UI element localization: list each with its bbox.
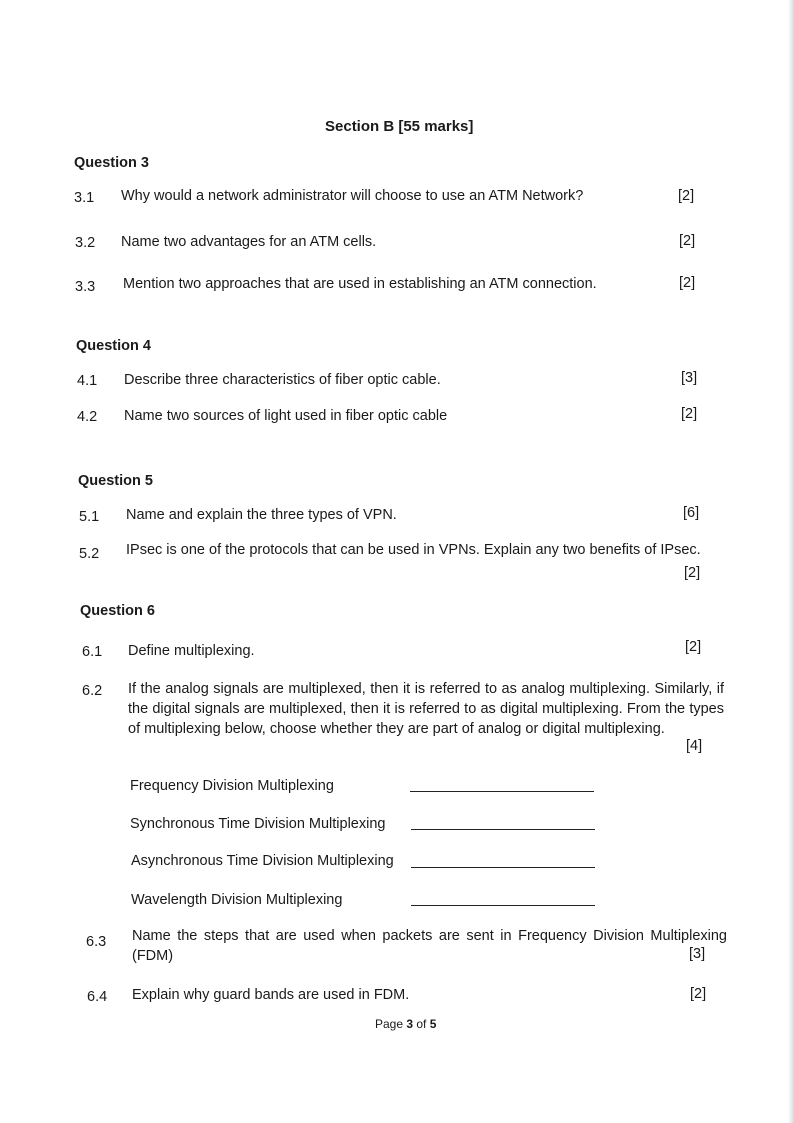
question-marks: [2] xyxy=(679,275,696,291)
question-text: If the analog signals are multiplexed, then it is referred to as analog multiplexing. Similarly, if the digital signals are multiplexed, then it is referred to as digital multiplexing. From the types of multiplexing below, choose whether they are part of analog or digital multiplexing. xyxy=(128,681,724,737)
question-number: 6.3 xyxy=(86,934,107,950)
question-text: Why would a network administrator will choose to use an ATM Network? xyxy=(121,188,584,204)
question-marks: [6] xyxy=(683,505,700,521)
question-marks: [3] xyxy=(689,946,706,962)
question-number: 6.1 xyxy=(82,644,103,660)
question-marks: [2] xyxy=(690,986,707,1002)
question-text: IPsec is one of the protocols that can be used in VPNs. Explain any two benefits of IPsec. xyxy=(126,542,701,558)
multiplexing-type-label: Frequency Division Multiplexing xyxy=(130,778,334,794)
question-number: 6.4 xyxy=(87,989,108,1005)
page-footer xyxy=(375,1017,436,1031)
question-marks: [2] xyxy=(685,639,702,655)
question-number: 4.2 xyxy=(77,409,98,425)
answer-blank-line[interactable] xyxy=(410,791,594,792)
question-5-heading: Question 5 xyxy=(78,473,153,489)
question-number: 5.2 xyxy=(79,546,100,562)
question-text: Name and explain the three types of VPN. xyxy=(126,507,397,523)
question-number: 6.2 xyxy=(82,683,103,699)
question-marks: [2] xyxy=(681,406,698,422)
question-4-heading: Question 4 xyxy=(76,338,151,354)
multiplexing-type-label: Synchronous Time Division Multiplexing xyxy=(130,816,386,832)
footer-middle: of xyxy=(413,1017,430,1031)
question-text: Name two sources of light used in fiber optic cable xyxy=(124,408,448,424)
question-number: 3.1 xyxy=(74,190,95,206)
footer-total-pages: 5 xyxy=(429,1017,437,1031)
answer-blank-line[interactable] xyxy=(411,867,595,868)
page-edge-shadow xyxy=(788,0,794,1123)
question-marks: [4] xyxy=(686,738,703,754)
section-title: Section B [55 marks] xyxy=(325,118,474,135)
question-number: 5.1 xyxy=(79,509,100,525)
question-text: Define multiplexing. xyxy=(128,643,255,659)
footer-prefix: Page xyxy=(375,1017,407,1031)
question-marks: [3] xyxy=(681,370,698,386)
question-6-heading: Question 6 xyxy=(80,603,155,619)
question-number: 3.3 xyxy=(75,279,96,295)
question-number: 4.1 xyxy=(77,373,98,389)
footer-current-page: 3 xyxy=(406,1017,414,1031)
answer-blank-line[interactable] xyxy=(411,829,595,830)
question-number: 3.2 xyxy=(75,235,96,251)
question-3-heading: Question 3 xyxy=(74,155,149,171)
question-text: Describe three characteristics of fiber optic cable. xyxy=(124,372,441,388)
question-marks: [2] xyxy=(679,233,696,249)
question-text: Name the steps that are used when packets are sent in Frequency Division Multiplexing (FDM) xyxy=(132,928,727,964)
multiplexing-type-label: Wavelength Division Multiplexing xyxy=(131,892,343,908)
question-text: Explain why guard bands are used in FDM. xyxy=(132,987,410,1003)
question-text: Mention two approaches that are used in establishing an ATM connection. xyxy=(123,276,597,292)
question-text: Name two advantages for an ATM cells. xyxy=(121,234,377,250)
multiplexing-type-label: Asynchronous Time Division Multiplexing xyxy=(131,853,394,869)
answer-blank-line[interactable] xyxy=(411,905,595,906)
question-marks: [2] xyxy=(684,565,701,581)
question-marks: [2] xyxy=(678,188,695,204)
